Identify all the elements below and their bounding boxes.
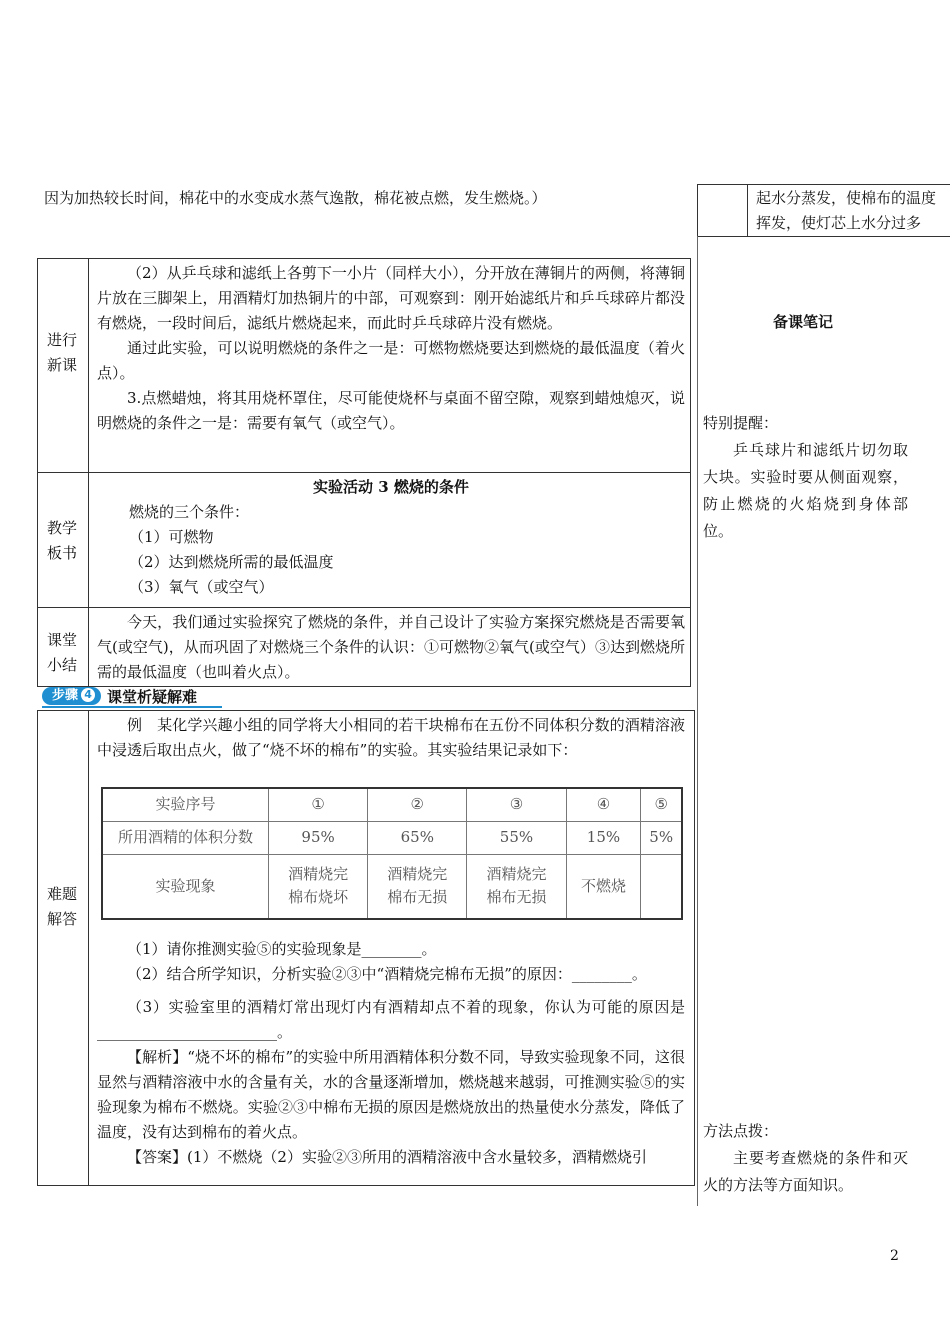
table-cell: 实验现象 bbox=[102, 854, 269, 919]
step-badge: 步骤 4 bbox=[42, 687, 101, 705]
table-row bbox=[102, 821, 682, 854]
step-underline bbox=[42, 706, 222, 708]
difficulty-intro: 例 某化学兴趣小组的同学将大小相同的若干块棉布在五份不同体积分数的酒精溶液中浸透后取出点火，做了“烧不坏的棉布”的实验。其实验结果记录如下： bbox=[97, 716, 685, 759]
table-row bbox=[102, 854, 682, 919]
table-cell: 不燃烧 bbox=[566, 854, 641, 919]
board-line-2: （1）可燃物 bbox=[129, 528, 214, 546]
right-carry-box bbox=[756, 186, 950, 236]
section-label-new-lesson: 进行 新课 bbox=[46, 331, 77, 374]
board-line-3: （2）达到燃烧所需的最低温度 bbox=[129, 553, 334, 571]
table-cell: 酒精烧完 棉布无损 bbox=[368, 854, 467, 919]
summary-text: 今天，我们通过实验探究了燃烧的条件，并自己设计了实验方案探究燃烧是否需要氧气(或空气)，从而巩固了对燃烧三个条件的认识：①可燃物②氧气(或空气）③达到燃烧所需的最低温度（也叫着火点）。 bbox=[97, 613, 685, 681]
right-carry-line-1: 起水分蒸发，使棉布的温度 bbox=[756, 189, 937, 207]
right-carry-line-2: 挥发，使灯芯上水分过多 bbox=[756, 214, 922, 232]
analysis-text: 【解析】“烧不坏的棉布”的实验中所用酒精体积分数不同，导致实验现象不同，这很显然与酒精溶液中水的含量有关，水的含量逐渐增加，燃烧越来越弱，可推测实验⑤的实验现象为棉布不燃烧。实验②③中棉布无损的原因是燃烧放出的热量使水分蒸发，降低了温度，没有达到棉布的着火点。 bbox=[97, 1048, 685, 1141]
table-cell: 15% bbox=[566, 821, 641, 854]
summary-content bbox=[97, 610, 685, 685]
new-lesson-paragraph-3: 3.点燃蜡烛，将其用烧杯罩住，尽可能使烧杯与桌面不留空隙，观察到蜡烛熄灭，说明燃烧的条件之一是：需要有氧气（或空气）。 bbox=[97, 389, 685, 432]
new-lesson-content bbox=[97, 261, 685, 436]
reminder-title: 特别提醒： bbox=[703, 414, 779, 432]
board-content bbox=[97, 475, 685, 600]
table-cell: 酒精烧完 棉布无损 bbox=[467, 854, 566, 919]
table-cell: 所用酒精的体积分数 bbox=[102, 821, 269, 854]
table-cell: ① bbox=[269, 788, 368, 821]
table-cell: 55% bbox=[467, 821, 566, 854]
table-cell bbox=[641, 854, 682, 919]
method-title: 方法点拨： bbox=[703, 1122, 779, 1140]
page-number: 2 bbox=[890, 1248, 899, 1264]
question-2: （2）结合所学知识，分析实验②③中“酒精烧完棉布无损”的原因：________。 bbox=[127, 965, 647, 983]
top-carry-text: 因为加热较长时间，棉花中的水变成水蒸气逸散，棉花被点燃，发生燃烧。） bbox=[44, 189, 547, 207]
reminder-text: 乒乓球片和滤纸片切勿取大块。实验时要从侧面观察，防止燃烧的火焰烧到身体部位。 bbox=[703, 441, 908, 540]
difficulty-questions bbox=[97, 937, 685, 1170]
section-label-summary: 课堂 小结 bbox=[46, 631, 77, 674]
table-cell: 5% bbox=[641, 821, 682, 854]
new-lesson-paragraph-1: （2）从乒乓球和滤纸上各剪下一小片（同样大小），分开放在薄铜片的两侧，将薄铜片放在三脚架上，用酒精灯加热铜片的中部，可观察到：刚开始滤纸片和乒乓球碎片都没有燃烧，一段时间后，滤纸片燃烧起来，而此时乒乓球碎片没有燃烧。 bbox=[97, 264, 685, 332]
step-number: 4 bbox=[81, 688, 95, 702]
section-label-difficulty: 难题 解答 bbox=[46, 885, 77, 928]
table-cell: ④ bbox=[566, 788, 641, 821]
method-block bbox=[703, 1118, 908, 1199]
step-title: 课堂析疑解难 bbox=[107, 687, 198, 706]
table-row bbox=[102, 788, 682, 821]
section-label-board: 教学 板书 bbox=[46, 519, 77, 562]
table-cell: ⑤ bbox=[641, 788, 682, 821]
difficulty-intro-block bbox=[97, 713, 685, 763]
notes-title: 备课笔记 bbox=[772, 313, 833, 331]
table-cell: 65% bbox=[368, 821, 467, 854]
table-cell: 95% bbox=[269, 821, 368, 854]
method-text: 主要考查燃烧的条件和灭火的方法等方面知识。 bbox=[703, 1149, 908, 1194]
board-line-4: （3）氧气（或空气） bbox=[129, 578, 274, 596]
experiment-table bbox=[101, 787, 683, 920]
table-cell: 实验序号 bbox=[102, 788, 269, 821]
board-line-1: 燃烧的三个条件： bbox=[129, 503, 250, 521]
reminder-block bbox=[703, 410, 908, 545]
table-cell: ② bbox=[368, 788, 467, 821]
answer-text: 【答案】(1）不燃烧（2）实验②③所用的酒精溶液中含水量较多，酒精燃烧引 bbox=[127, 1148, 647, 1166]
question-3: （3）实验室里的酒精灯常出现灯内有酒精却点不着的现象，你认为可能的原因是________________________。 bbox=[97, 998, 685, 1041]
question-1: （1）请你推测实验⑤的实验现象是________。 bbox=[127, 940, 437, 958]
step-banner bbox=[42, 686, 197, 706]
board-title: 实验活动 3 燃烧的条件 bbox=[313, 478, 469, 496]
table-cell: 酒精烧完 棉布烧坏 bbox=[269, 854, 368, 919]
new-lesson-paragraph-2: 通过此实验，可以说明燃烧的条件之一是：可燃物燃烧要达到燃烧的最低温度（着火点）。 bbox=[97, 339, 685, 382]
table-cell: ③ bbox=[467, 788, 566, 821]
